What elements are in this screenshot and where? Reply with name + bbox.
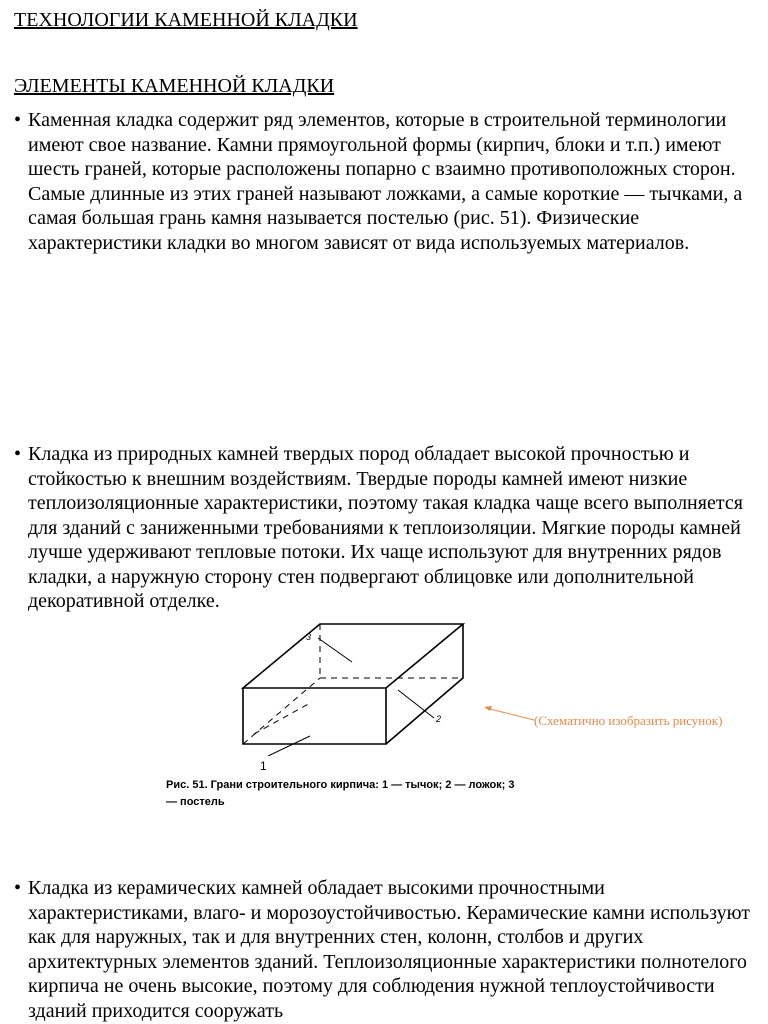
bullet-icon: • <box>14 877 22 899</box>
bullet-paragraph-1 <box>14 108 759 255</box>
page-title: ТЕХНОЛОГИИ КАМЕННОЙ КЛАДКИ <box>14 9 358 31</box>
paragraph-text: Кладка из природных камней твердых пород обладает высокой прочностью и стойкостью к внешним воздействиям. Твердые породы камней имеют низкие теплоизоляционные характеристики, поэтому такая кладка чаще всего выполняется для зданий с заниженными требованиями к теплоизоляции. Мягкие породы камней лучше удерживают тепловые потоки. Их чаще используют для внутренних рядов кладки, а наружную сторону стен подвергают облицовке или дополнительной декоративной отделке. <box>28 443 743 612</box>
arrow-icon <box>480 700 536 724</box>
bullet-paragraph-3 <box>14 876 759 1023</box>
leader-line-3 <box>318 638 352 662</box>
leader-line-1 <box>268 736 310 756</box>
label-3: 3 <box>306 632 312 642</box>
side-face-outline <box>386 624 463 744</box>
face-diagonal <box>254 702 312 734</box>
section-heading: ЭЛЕМЕНТЫ КАМЕННОЙ КЛАДКИ <box>14 75 335 97</box>
drawing-note: (Схематично изобразить рисунок) <box>534 713 723 728</box>
paragraph-text: Кладка из керамических камней обладает высокими прочностными характеристиками, влаго- и морозоустойчивостью. Керамические камни используют как для наружных, так и для внутренних стен, колонн, столбов и других архитектурных элементов зданий. Теплоизоляционные характеристики полнотелого кирпича не очень высокие, поэтому для соблюдения нужной теплоустойчивости зданий приходится сооружать <box>28 877 750 1022</box>
bullet-icon: • <box>14 443 22 465</box>
brick-diagram <box>230 616 490 756</box>
leader-line-2 <box>398 690 434 718</box>
bullet-icon: • <box>14 109 22 131</box>
label-2: 2 <box>436 714 442 724</box>
front-face-outline <box>243 688 386 744</box>
paragraph-text: Каменная кладка содержит ряд элементов, которые в строительной терминологии имеют свое название. Камни прямоугольной формы (кирпич, блоки и т.п.) имеют шесть граней, которые расположены попарно с взаимно противоположных сторон. Самые длинные из этих граней называют ложками, а самые короткие — тычками, а самая большая грань камня называется постелью (рис. 51). Физические характеристики кладки во многом зависят от вида используемых материалов. <box>28 109 743 254</box>
bullet-paragraph-2 <box>14 442 759 614</box>
figure-caption: Рис. 51. Грани строительного кирпича: 1 — тычок; 2 — ложок; 3 — постель <box>166 779 515 808</box>
label-1: 1 <box>260 759 267 773</box>
